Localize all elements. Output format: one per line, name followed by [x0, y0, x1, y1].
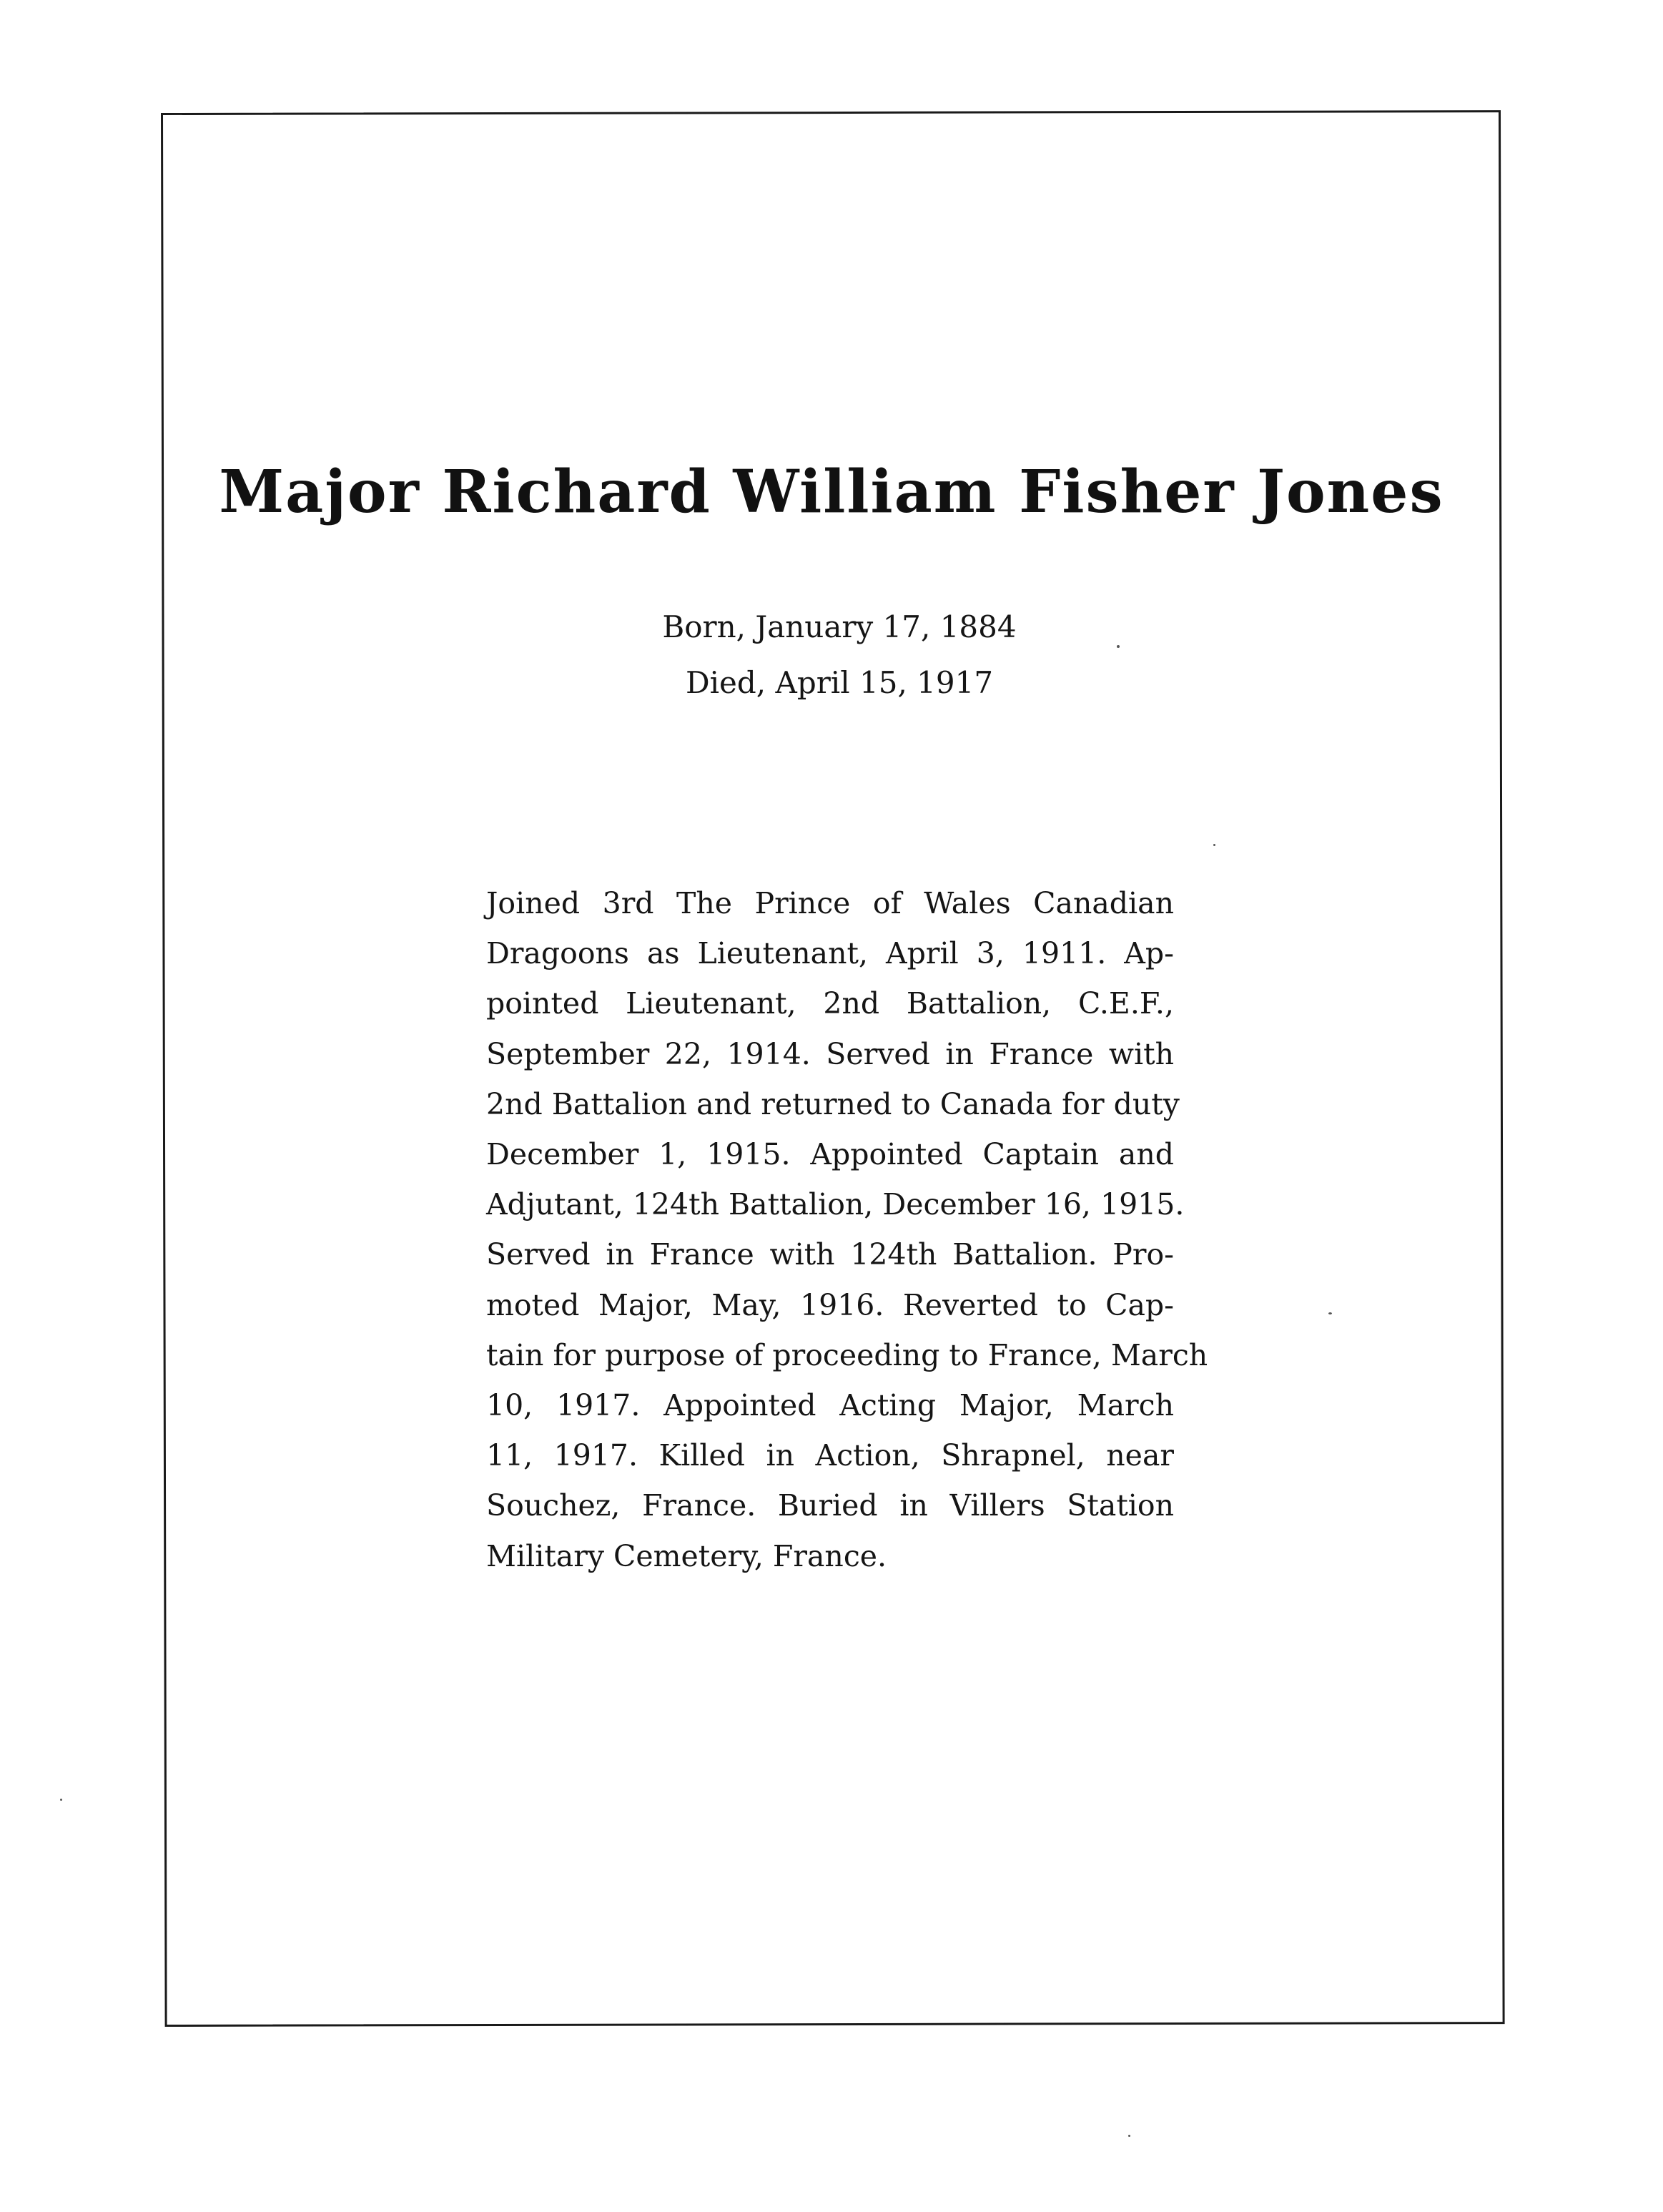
birth-date: Born, January 17, 1884 [662, 609, 1017, 644]
service-record-line: December 1, 1915. Appointed Captain and [486, 1137, 1174, 1172]
service-record-line: Dragoons as Lieutenant, April 3, 1911. Ap- [486, 936, 1174, 971]
service-record-line: tain for purpose of proceeding to France, March [486, 1337, 1208, 1372]
service-record-line: September 22, 1914. Served in France with [486, 1036, 1174, 1071]
service-record-line: 11, 1917. Killed in Action, Shrapnel, near [486, 1438, 1174, 1473]
service-record-line: 10, 1917. Appointed Acting Major, March [486, 1388, 1174, 1423]
service-record-line: pointed Lieutenant, 2nd Battalion, C.E.F., [486, 986, 1174, 1021]
scan-speck [1328, 1312, 1332, 1314]
service-record-line: 2nd Battalion and returned to Canada for duty [486, 1086, 1180, 1121]
life-dates [0, 599, 1663, 711]
service-record-line: Adjutant, 124th Battalion, December 16, 1915. [486, 1187, 1185, 1222]
scan-speck [1213, 844, 1215, 846]
service-record-line: Military Cemetery, France. [486, 1538, 887, 1573]
service-record-line: moted Major, May, 1916. Reverted to Cap- [486, 1287, 1174, 1322]
service-record-line: Souchez, France. Buried in Villers Station [486, 1488, 1174, 1523]
service-record [486, 878, 1208, 1581]
memorial-title: Major Richard William Fisher Jones [219, 458, 1444, 526]
scan-speck [1117, 645, 1120, 648]
service-record-line: Served in France with 124th Battalion. Pro- [486, 1237, 1174, 1272]
scan-speck [60, 1799, 62, 1801]
scan-speck [1128, 2135, 1130, 2137]
service-record-line: Joined 3rd The Prince of Wales Canadian [486, 886, 1174, 920]
death-date: Died, April 15, 1917 [685, 665, 994, 700]
